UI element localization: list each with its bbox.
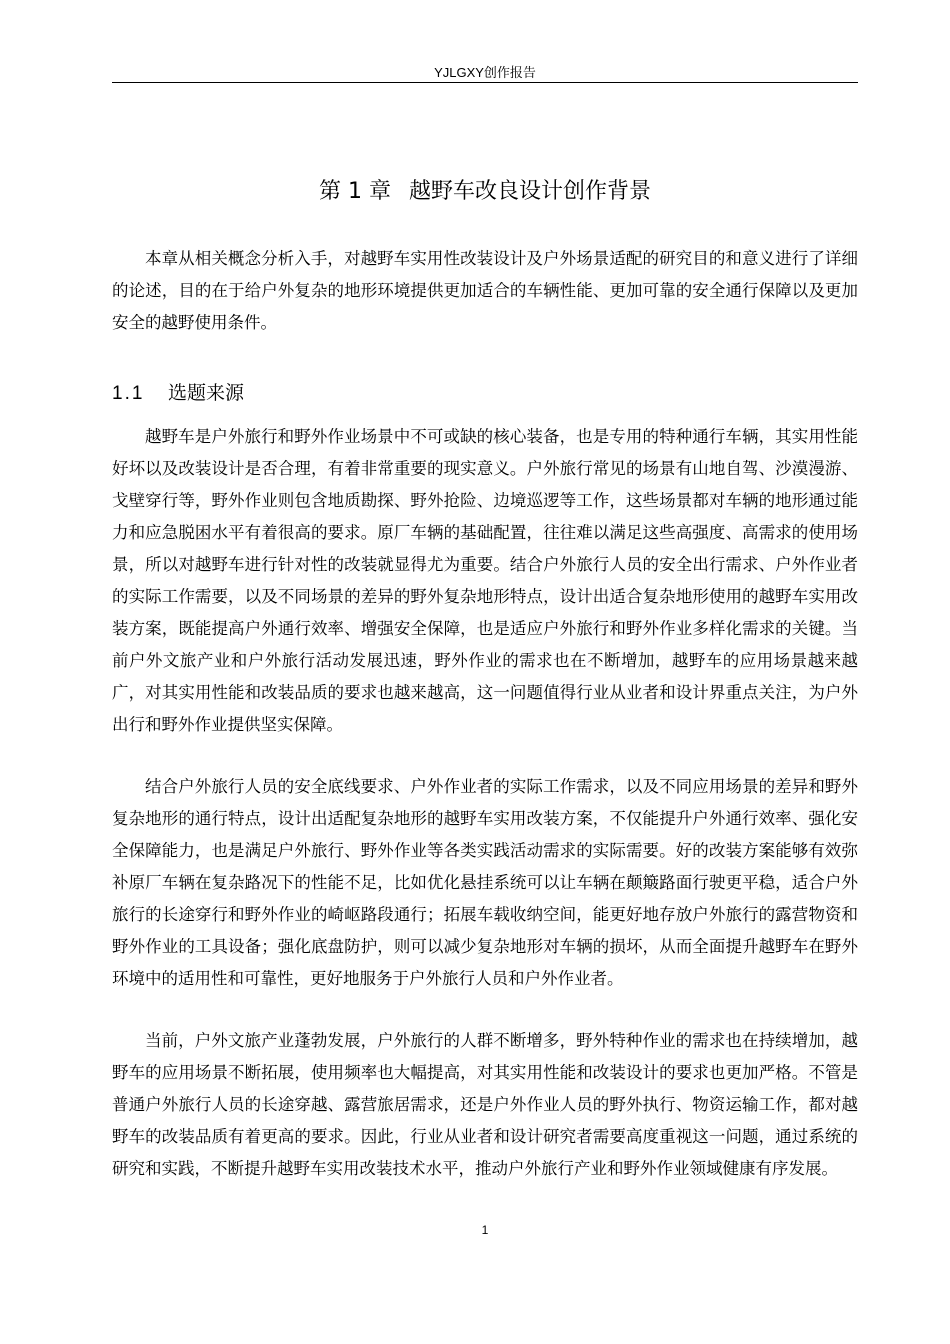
body-paragraph: 结合户外旅行人员的安全底线要求、户外作业者的实际工作需求，以及不同应用场景的差异和野外复杂地形的通行特点，设计出适配复杂地形的越野车实用改装方案，不仅能提升户外通行效率、强化安全保障能力，也是满足户外旅行、野外作业等各类实践活动需求的实际需要。好的改装方案能够有效弥补原厂车辆在复杂路况下的性能不足，比如优化悬挂系统可以让车辆在颠簸路面行驶更平稳，适合户外旅行的长途穿行和野外作业的崎岖路段通行；拓展车载收纳空间，能更好地存放户外旅行的露营物资和野外作业的工具设备；强化底盘防护，则可以减少复杂地形对车辆的损坏，从而全面提升越野车在野外环境中的适用性和可靠性，更好地服务于户外旅行人员和户外作业者。: [112, 777, 858, 988]
chapter-title-text: 越野车改良设计创作背景: [408, 179, 651, 204]
body-paragraph: 当前，户外文旅产业蓬勃发展，户外旅行的人群不断增多，野外特种作业的需求也在持续增加，越野车的应用场景不断拓展，使用频率也大幅提高，对其实用性能和改装设计的要求也更加严格。不管是普通户外旅行人员的长途穿越、露营旅居需求，还是户外作业人员的野外执行、物资运输工作，都对越野车的改装品质有着更高的要求。因此，行业从业者和设计研究者需要高度重视这一问题，通过系统的研究和实践，不断提升越野车实用改装技术水平，推动户外旅行产业和野外作业领域健康有序发展。: [112, 1031, 858, 1178]
page-number: 1: [481, 1223, 489, 1237]
chapter-number: 第 1 章: [319, 179, 391, 204]
body-paragraph: 越野车是户外旅行和野外作业场景中不可或缺的核心装备，也是专用的特种通行车辆，其实用性能好坏以及改装设计是否合理，有着非常重要的现实意义。户外旅行常见的场景有山地自驾、沙漠漫游、戈壁穿行等，野外作业则包含地质勘探、野外抢险、边境巡逻等工作，这些场景都对车辆的地形通过能力和应急脱困水平有着很高的要求。原厂车辆的基础配置，往往难以满足这些高强度、高需求的使用场景，所以对越野车进行针对性的改装就显得尤为重要。结合户外旅行人员的安全出行需求、户外作业者的实际工作需要，以及不同场景的差异的野外复杂地形特点，设计出适合复杂地形使用的越野车实用改装方案，既能提高户外通行效率、增强安全保障，也是适应户外旅行和野外作业多样化需求的关键。当前户外文旅产业和户外旅行活动发展迅速，野外作业的需求也在不断增加，越野车的应用场景越来越广，对其实用性能和改装品质的要求也越来越高，这一问题值得行业从业者和设计界重点关注，为户外出行和野外作业提供坚实保障。: [112, 427, 858, 734]
section-number: 1.1: [112, 383, 145, 404]
section-title: 选题来源: [168, 382, 245, 404]
chapter-title: [112, 177, 858, 207]
running-header: YJLGXY创作报告: [434, 65, 536, 80]
section-heading: [112, 379, 858, 408]
header-divider: [112, 82, 858, 83]
intro-paragraph: 本章从相关概念分析入手，对越野车实用性改装设计及户外场景适配的研究目的和意义进行了详细的论述，目的在于给户外复杂的地形环境提供更加适合的车辆性能、更加可靠的安全通行保障以及更加安全的越野使用条件。: [112, 249, 858, 332]
